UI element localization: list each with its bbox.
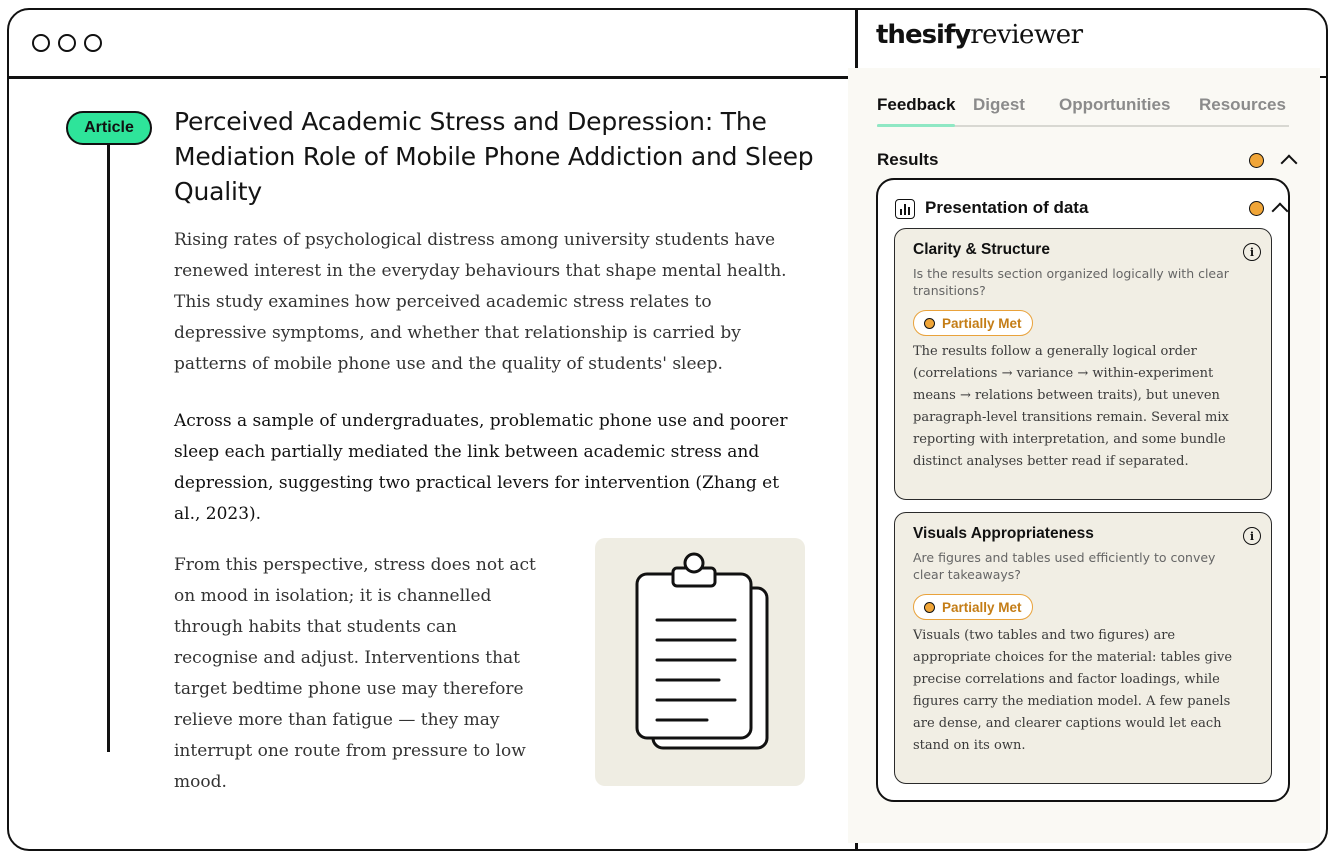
article-paragraph-3: From this perspective, stress does not act on mood in isolation; it is channelled through habits that students can recognise and adjust. Interventions that target bedtime phone use may therefore relieve more than fatigue — they may interrupt one route from pressure to low mood.	[174, 555, 536, 792]
window-dot-close[interactable]	[32, 34, 50, 52]
status-label: Partially Met	[942, 599, 1022, 615]
criterion-card-visuals	[894, 512, 1272, 784]
status-dot-icon	[924, 602, 935, 613]
article-timeline	[107, 145, 110, 752]
brand-logo	[876, 20, 1083, 50]
status-badge	[913, 594, 1033, 620]
tab-opportunities[interactable]: Opportunities	[1059, 95, 1171, 114]
window-controls	[32, 34, 102, 52]
article-tag[interactable]: Article	[66, 111, 152, 145]
window-dot-minimize[interactable]	[58, 34, 76, 52]
card-feedback: The results follow a generally logical order (correlations → variance → within-experiment means → relations between traits), but uneven paragraph-level transitions remain. Several mix reporting with interpretation, and some bundle distinct analyses better read if separated.	[913, 344, 1229, 469]
article-illustration	[595, 538, 805, 786]
brand-name-bold: thesify	[876, 20, 971, 50]
section-status-dot	[1249, 201, 1264, 216]
tab-resources[interactable]: Resources	[1199, 95, 1286, 114]
bar-chart-icon	[895, 199, 915, 219]
article-title: Perceived Academic Stress and Depression: The Mediation Role of Mobile Phone Addiction and Sleep Quality	[174, 107, 814, 206]
article-paragraph-1: Rising rates of psychological distress among university students have renewed interest in the everyday behaviours that shape mental health. This study examines how perceived academic stress relates to depressive symptoms, and whether that relationship is carried by patterns of mobile phone use and the quality of students' sleep.	[174, 230, 787, 374]
card-title: Clarity & Structure	[913, 241, 1050, 258]
card-feedback: Visuals (two tables and two figures) are appropriate choices for the material: tables give precise correlations and factor loadings, while figures carry the mediation model. A few panels are dense, and clearer captions would let each stand on its own.	[913, 628, 1233, 753]
window-dot-maximize[interactable]	[84, 34, 102, 52]
results-status-dot	[1249, 153, 1264, 168]
active-tab-indicator	[877, 124, 955, 127]
tab-feedback[interactable]: Feedback	[877, 95, 956, 114]
info-icon[interactable]: i	[1243, 527, 1261, 545]
article-paragraph-2: Across a sample of undergraduates, problematic phone use and poorer sleep each partially mediated the link between academic stress and depression, suggesting two practical levers for intervention (Zhang et al., 2023).	[174, 411, 788, 524]
section-title: Presentation of data	[925, 198, 1089, 217]
toolbar-divider	[9, 76, 856, 79]
reviewer-tabs	[877, 95, 1289, 125]
status-badge	[913, 310, 1033, 336]
status-label: Partially Met	[942, 315, 1022, 331]
status-dot-icon	[924, 318, 935, 329]
card-question: Is the results section organized logically with clear transitions?	[913, 266, 1229, 298]
criterion-card-clarity	[894, 228, 1272, 500]
brand-name-light: reviewer	[970, 20, 1083, 50]
tab-digest[interactable]: Digest	[973, 95, 1025, 114]
card-title: Visuals Appropriateness	[913, 525, 1094, 542]
clipboard-icon	[595, 538, 805, 786]
info-icon[interactable]: i	[1243, 243, 1261, 261]
card-question: Are figures and tables used efficiently to convey clear takeaways?	[913, 550, 1216, 582]
results-heading: Results	[877, 150, 939, 169]
